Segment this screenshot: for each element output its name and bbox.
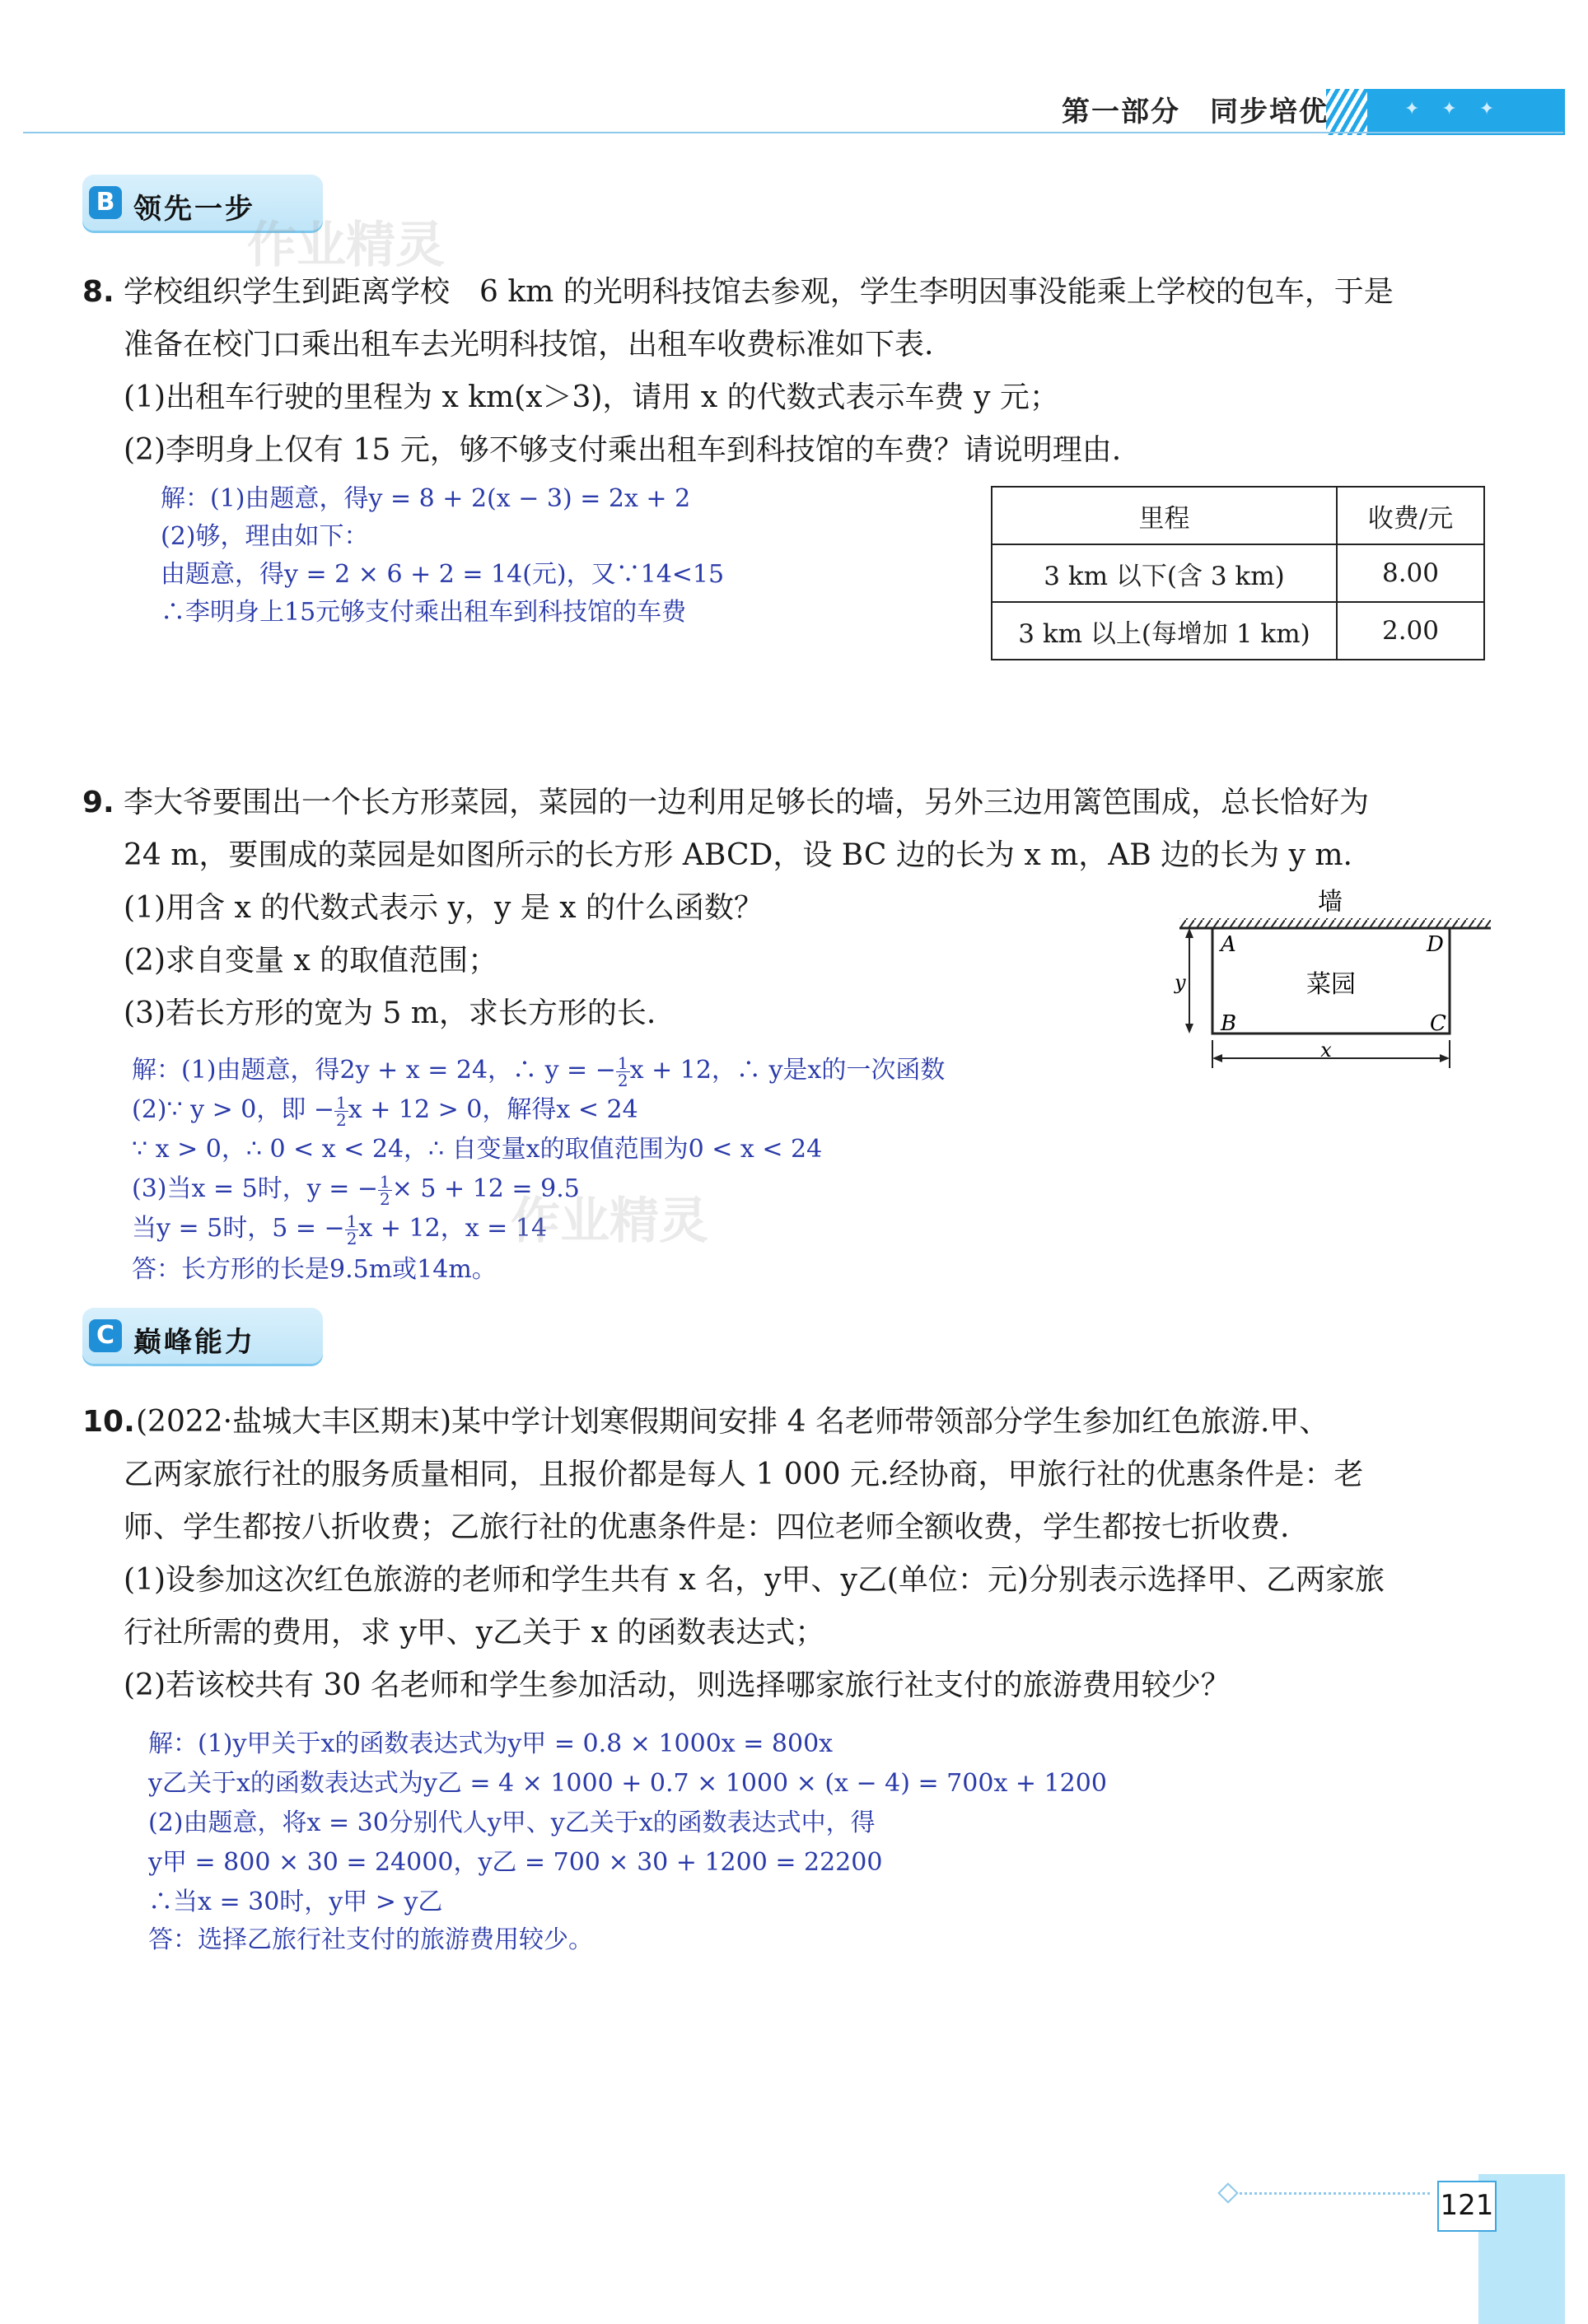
q9-line-1: 李大爷要围出一个长方形菜园，菜园的一边利用足够长的墙，另外三边用篱笆围成，总长恰好为 [124,786,1370,819]
vertex-b-label: B [1221,1011,1237,1036]
q9-part-2: (2)求自变量 x 的取值范围； [124,944,498,978]
x-arrow-left [1212,1054,1222,1062]
section-c-badge: C [89,1319,122,1352]
q8-number: 8. [82,275,114,309]
section-c-label: 巅峰能力 [133,1326,255,1359]
q9-part-1: (1)用含 x 的代数式表示 y，y 是 x 的什么函数？ [124,891,764,925]
section-c-tag [82,1308,323,1367]
q9-answer-line-1: 解：(1)由题意，得2y + x = 24，∴ y = − $\frac{1}{2}$ x + 12，∴ y是x的一次函数 [132,1052,946,1090]
q10-line-3: 师、学生都按八折收费；乙旅行社的优惠条件是：四位老师全额收费，学生都按七折收费. [124,1510,1290,1544]
watermark: 作业精灵 [247,217,445,274]
y-label: y [1175,971,1186,994]
q10-line-5: 行社所需的费用，求 y甲、y乙关于 x 的函数表达式； [124,1616,825,1650]
x-arrow-right [1440,1054,1450,1062]
q8-line-1: 学校组织学生到距离学校 6 km 的光明科技馆去参观，学生李明因事没能乘上学校的包车，于是 [124,275,1394,309]
q9-line-2: 24 m，要围成的菜园是如图所示的长方形 ABCD，设 BC 边的长为 x m，AB 边的长为 y m. [124,838,1352,872]
section-b-label: 领先一步 [133,193,255,226]
garden-label: 菜园 [1306,970,1356,999]
q8-answer-line: (2)够，理由如下： [161,522,369,551]
fraction-half: $\frac{1}{2}$ [336,1092,347,1130]
q10-answer-line: y乙关于x的函数表达式为y乙 = 4 × 1000 + 0.7 × 1000 × (x − 4) = 700x + 1200 [148,1769,1107,1798]
fare-table [991,486,1485,660]
q10-line-4: (1)设参加这次红色旅游的老师和学生共有 x 名，y甲、y乙(单位：元)分别表示选择甲、乙两家旅 [124,1563,1385,1597]
page-number: 121 [1437,2181,1497,2232]
q10-line-1: (2022·盐城大丰区期末)某中学计划寒假期间安排 4 名老师带领部分学生参加红色旅游.甲、 [136,1405,1329,1439]
wall-hatch [1179,918,1491,928]
header-title: 第一部分 同步培优 [1062,96,1329,128]
x-label: x [1320,1038,1332,1062]
q10-line-2: 乙两家旅行社的服务质量相同，且报价都是每人 1 000 元.经协商，甲旅行社的优惠条件是：老 [124,1458,1364,1491]
y-arrow-top [1185,928,1193,938]
footer-dotted-rule [1224,2192,1430,2195]
q9-answer-line-5: 当y = 5时，5 = − $\frac{1}{2}$ x + 12，x = 14 [132,1211,548,1248]
fraction-half: $\frac{1}{2}$ [617,1052,628,1090]
table-cell: 2.00 [1337,602,1484,660]
table-row [992,544,1484,602]
q8-line-2: 准备在校门口乘出租车去光明科技馆，出租车收费标准如下表. [124,328,934,362]
q8-answer-line: 由题意，得y = 2 × 6 + 2 = 14(元)，又∵14<15 [161,560,725,589]
table-header-cell: 里程 [992,487,1337,544]
q10-line-6: (2)若该校共有 30 名老师和学生参加活动，则选择哪家旅行社支付的旅游费用较少？ [124,1668,1231,1702]
q9-part-3: (3)若长方形的宽为 5 m，求长方形的长. [124,996,656,1030]
section-b-badge: B [89,186,122,219]
wall-label: 墙 [1318,888,1343,917]
vertex-d-label: D [1427,932,1444,957]
q10-answer-line: ∴当x = 30时，y甲 > y乙 [148,1888,443,1916]
garden-figure [1161,885,1491,1083]
q10-answer-line: y甲 = 800 × 30 = 24000，y乙 = 700 × 30 + 1200 = 22200 [148,1848,883,1877]
y-arrow-bottom [1185,1024,1193,1034]
watermark: 作业精灵 [511,1192,708,1250]
table-header-cell: 收费/元 [1337,487,1484,544]
q9-answer-line-6: 答：长方形的长是9.5m或14m。 [132,1255,497,1284]
table-cell: 8.00 [1337,544,1484,602]
header-stars: ✦ ✦ ✦ [1404,99,1503,119]
q8-answer-line: ∴李明身上15元够支付乘出租车到科技馆的车费 [161,598,687,627]
q10-answer-line: (2)由题意，将x = 30分别代人y甲、y乙关于x的函数表达式中，得 [148,1808,876,1837]
header-rule [23,132,1563,133]
vertex-a-label: A [1221,932,1236,957]
q8-part-2: (2)李明身上仅有 15 元，够不够支付乘出租车到科技馆的车费？请说明理由. [124,433,1122,467]
table-header-row [992,487,1484,544]
fraction-half: $\frac{1}{2}$ [380,1171,390,1209]
q9-answer-line-4: (3)当x = 5时，y = − $\frac{1}{2}$ × 5 + 12 = 9.5 [132,1171,580,1209]
q8-answer-line: 解：(1)由题意，得y = 8 + 2(x − 3) = 2x + 2 [161,484,691,513]
table-row [992,602,1484,660]
footer-diamond-icon [1217,2182,1238,2203]
q9-answer-line-2: (2)∵ y > 0，即 − $\frac{1}{2}$ x + 12 > 0，解得x < 24 [132,1092,638,1130]
q10-answer-line: 解：(1)y甲关于x的函数表达式为y甲 = 0.8 × 1000x = 800x [148,1729,834,1758]
q10-answer-line: 答：选择乙旅行社支付的旅游费用较少。 [148,1925,593,1954]
q10-number: 10. [82,1405,135,1439]
table-cell: 3 km 以上(每增加 1 km) [992,602,1337,660]
vertex-c-label: C [1430,1011,1446,1036]
q8-part-1: (1)出租车行驶的里程为 x km(x＞3)，请用 x 的代数式表示车费 y 元； [124,380,1059,414]
fraction-half: $\frac{1}{2}$ [346,1211,357,1248]
q9-number: 9. [82,786,114,819]
q9-answer-line-3: ∵ x > 0，∴ 0 < x < 24，∴ 自变量x的取值范围为0 < x < 24 [132,1135,823,1164]
table-cell: 3 km 以下(含 3 km) [992,544,1337,602]
